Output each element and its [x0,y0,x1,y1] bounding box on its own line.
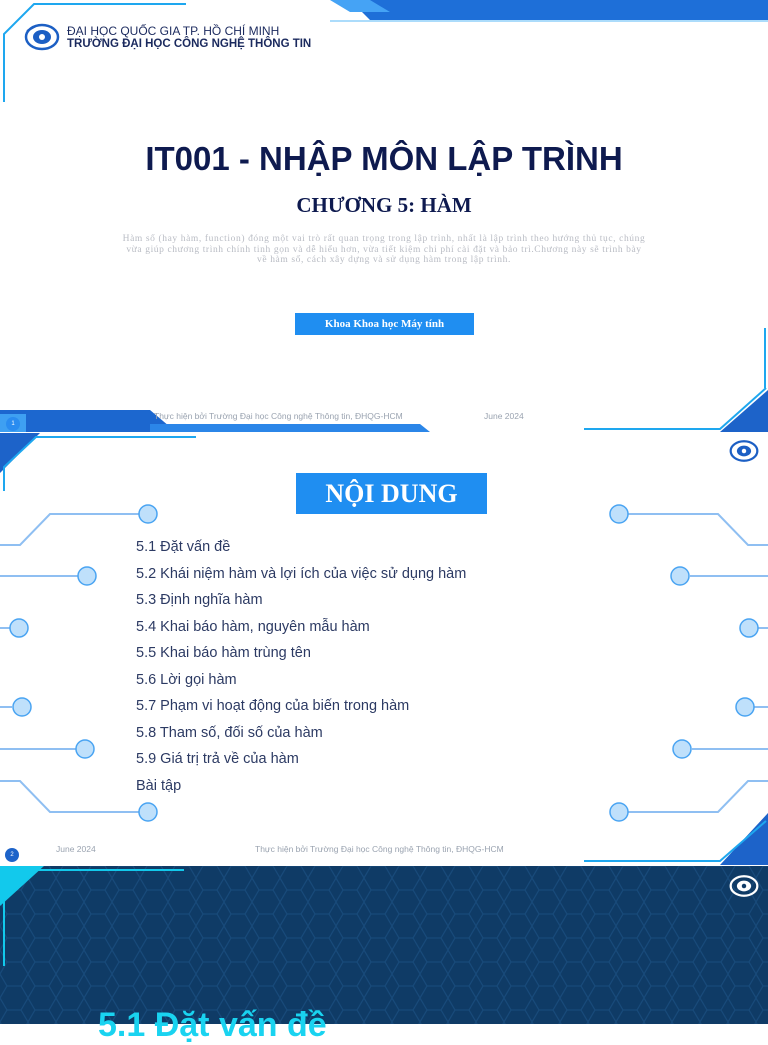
section-heading: 5.1 Đặt vấn đề [98,1006,327,1044]
toc-item: 5.2 Khái niệm hàm và lợi ích của việc sử dụng hàm [136,565,467,582]
top-left-corner-decoration [0,433,200,493]
footer-credit: Thực hiện bởi Trường Đại học Công nghệ Thông tin, ĐHQG-HCM [255,844,504,854]
right-circuit-decoration [598,493,768,833]
toc-item: Bài tập [136,777,182,794]
top-left-line-decoration [0,0,190,104]
university-name: ĐẠI HỌC QUỐC GIA TP. HỒ CHÍ MINH [67,24,280,38]
toc-item: 5.4 Khai báo hàm, nguyên mẫu hàm [136,618,370,635]
toc-item: 5.7 Phạm vi hoạt động của biến trong hàm [136,698,410,714]
page-number-badge: 1 [6,417,20,431]
page-number-badge: 2 [5,848,19,862]
department-badge: Khoa Khoa học Máy tính [295,313,474,335]
toc-item: 5.3 Định nghĩa hàm [136,592,263,608]
footer-date: June 2024 [56,844,96,854]
toc-item: 5.8 Tham số, đối số của hàm [136,724,323,741]
toc-item: 5.6 Lời gọi hàm [136,671,237,688]
chapter-title: CHƯƠNG 5: HÀM [296,193,472,217]
contents-title: NỘI DUNG [296,473,487,514]
course-title: IT001 - NHẬP MÔN LẬP TRÌNH [145,140,623,177]
top-left-corner-decoration [0,866,200,970]
contents-slide [0,433,768,865]
toc-item: 5.1 Đặt vấn đề [136,539,231,555]
university-logo-icon [728,437,760,465]
toc-item: 5.9 Giá trị trả về của hàm [136,751,299,767]
bottom-right-corner-decoration [580,813,768,865]
chapter-intro-text: Hàm số (hay hàm, function) đóng một vai trò rất quan trọng trong lập trình, nhất là lập trình theo hướng thủ tục, chúng vừa giúp chương trình chính tinh gọn và dễ hiểu hơn, vừa tiết kiệm chi phí cài đặt và bảo trì.Chương này sẽ trình bày về hàm số, cách xây dựng và sử dụng hàm trong lập trình. [122,234,646,265]
title-slide [0,0,768,432]
school-name: TRƯỜNG ĐẠI HỌC CÔNG NGHỆ THÔNG TIN [67,38,312,50]
footer-credit: Thực hiện bởi Trường Đại học Công nghệ Thông tin, ĐHQG-HCM [154,411,403,421]
toc-item: 5.5 Khai báo hàm trùng tên [136,645,311,661]
footer-date: June 2024 [484,411,524,421]
university-logo-icon [24,22,60,52]
top-right-banner-decoration [330,0,768,22]
bottom-right-corner-decoration [580,328,768,432]
section-slide [0,866,768,1044]
table-of-contents [136,539,466,804]
university-logo-icon [728,872,760,900]
